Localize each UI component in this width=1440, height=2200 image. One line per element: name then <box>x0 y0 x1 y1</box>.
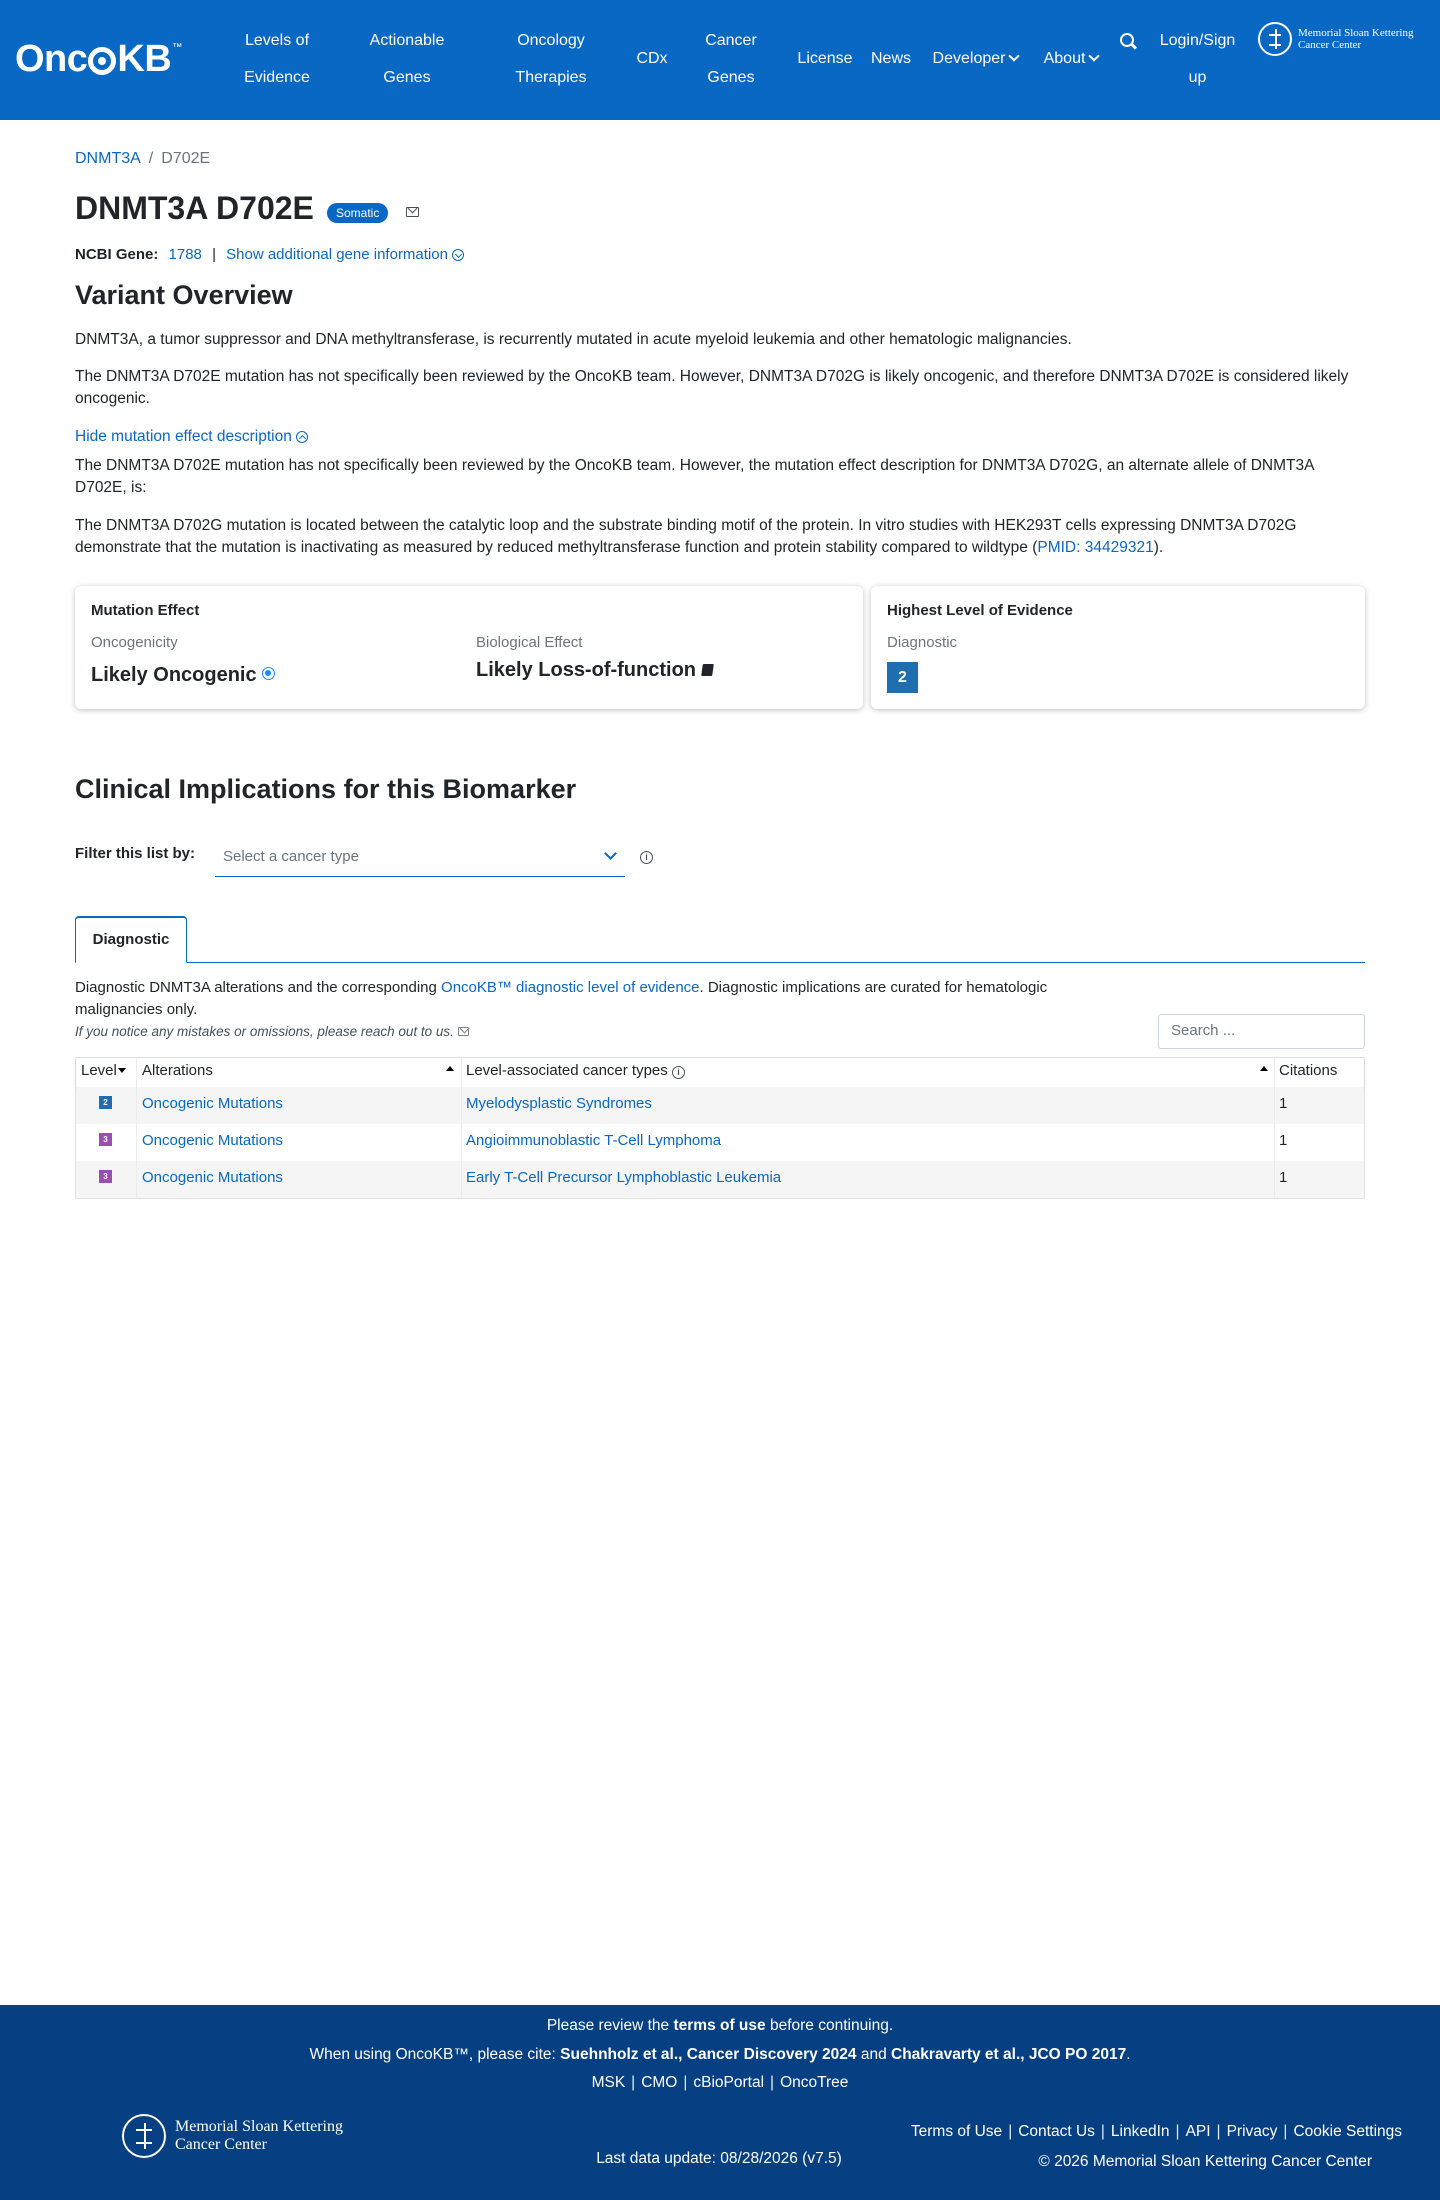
chevron-down-icon <box>1009 50 1020 61</box>
ncbi-gene-link[interactable]: 1788 <box>168 246 202 263</box>
citations-column-header[interactable]: Citations <box>1279 1062 1338 1079</box>
footer-link-cmo[interactable]: CMO <box>641 2074 678 2091</box>
level-2-icon: 2 <box>99 1096 112 1109</box>
citation-notice: When using OncoKB™, please cite: Suehnholz et al., Cancer Discovery 2024 and Chakravarty et al., JCO PO 2017. <box>309 2046 1131 2063</box>
sort-asc-icon[interactable] <box>446 1066 454 1071</box>
mail-icon <box>458 1027 469 1036</box>
footer-link-api[interactable]: API <box>1185 2123 1211 2140</box>
mutation-effect-description: The DNMT3A D702G mutation is located between the catalytic loop and the substrate binding motif of the protein. In vitro studies with HEK293T cells expressing DNMT3A D702G demonstrate that the mutation is inactivating as measured by reduced methyltransferase function and protein stability compared to wildtype (PMID: 34429321). <box>75 517 1297 556</box>
diagnostic-table <box>75 1057 1365 1199</box>
oncogenicity-value: Likely Oncogenic <box>91 664 275 687</box>
cancer-type-link[interactable]: Angioimmunoblastic T-Cell Lymphoma <box>466 1132 722 1149</box>
level-3-icon: 3 <box>99 1133 112 1146</box>
diagnostic-description: Diagnostic DNMT3A alterations and the corresponding OncoKB™ diagnostic level of evidence. Diagnostic implications are curated for hematologic malignancies only. <box>75 979 1048 1018</box>
copyright: © 2026 Memorial Sloan Kettering Cancer Center <box>1038 2153 1372 2170</box>
breadcrumb: DNMT3A / D702E <box>75 150 211 167</box>
footer-link-linkedin[interactable]: LinkedIn <box>1110 2123 1170 2140</box>
oncogenic-icon <box>262 667 275 680</box>
nav-levels-of-evidence[interactable]: Levels of Evidence <box>244 32 310 86</box>
footer <box>0 2005 1440 2200</box>
table-row[interactable] <box>76 1161 1364 1198</box>
cancer-types-column-header[interactable]: Level-associated cancer types i <box>466 1062 685 1079</box>
chevron-down-icon <box>1089 50 1100 61</box>
mutation-effect-intro: The DNMT3A D702E mutation has not specifically been reviewed by the OncoKB team. However, the mutation effect description for DNMT3A D702G, an alternate allele of DNMT3A D702E, is: <box>75 457 1314 496</box>
citation-link-2[interactable]: Chakravarty et al., JCO PO 2017 <box>891 2046 1127 2063</box>
cancer-type-select[interactable]: Select a cancer type <box>215 839 625 877</box>
nav-cdx[interactable]: CDx <box>636 50 668 67</box>
mutation-effect-card <box>75 586 863 709</box>
diagnostic-label: Diagnostic <box>887 634 958 651</box>
breadcrumb-current: D702E <box>161 150 211 167</box>
nav-actionable-genes[interactable]: Actionable Genes <box>369 32 445 86</box>
mutation-effect-heading: Mutation Effect <box>91 602 200 619</box>
biological-effect-label: Biological Effect <box>476 634 583 651</box>
filter-label: Filter this list by: <box>75 845 196 862</box>
search-icon[interactable] <box>1120 33 1134 47</box>
alteration-link[interactable]: Oncogenic Mutations <box>142 1095 283 1112</box>
breadcrumb-gene-link[interactable]: DNMT3A <box>75 150 141 167</box>
cancer-type-link[interactable]: Early T-Cell Precursor Lymphoblastic Leukemia <box>466 1169 782 1186</box>
overview-oncogenicity: The DNMT3A D702E mutation has not specifically been reviewed by the OncoKB team. However, DNMT3A D702G is likely oncogenic, and therefore DNMT3A D702E is considered likely oncogenic. <box>75 368 1349 407</box>
sort-asc-icon[interactable] <box>1260 1066 1268 1071</box>
nav-developer-dropdown[interactable]: Developer <box>928 40 1023 77</box>
nav-about-dropdown[interactable]: About <box>1036 40 1106 77</box>
level-3-icon: 3 <box>99 1170 112 1183</box>
oncokb-logo[interactable]: Onc KB ™ <box>15 38 182 80</box>
citations-count[interactable]: 1 <box>1279 1095 1288 1112</box>
table-row[interactable] <box>76 1124 1364 1161</box>
clinical-implications-heading: Clinical Implications for this Biomarker <box>75 774 577 804</box>
logo-target-icon <box>88 47 116 75</box>
alteration-link[interactable]: Oncogenic Mutations <box>142 1132 283 1149</box>
citation-link-1[interactable]: Suehnholz et al., Cancer Discovery 2024 <box>560 2046 857 2063</box>
mail-icon[interactable] <box>406 207 419 217</box>
tab-diagnostic[interactable]: Diagnostic <box>75 916 187 963</box>
nav-cancer-genes[interactable]: Cancer Genes <box>705 32 757 86</box>
variant-overview-heading: Variant Overview <box>75 280 293 310</box>
alteration-link[interactable]: Oncogenic Mutations <box>142 1169 283 1186</box>
somatic-badge: Somatic <box>327 203 388 223</box>
level-2-icon[interactable]: 2 <box>887 662 918 693</box>
footer-link-privacy[interactable]: Privacy <box>1226 2123 1278 2140</box>
footer-link-cookies[interactable]: Cookie Settings <box>1293 2123 1402 2140</box>
citations-count[interactable]: 1 <box>1279 1132 1288 1149</box>
tab-bar-line <box>75 962 1365 963</box>
chevron-down-icon <box>604 847 617 860</box>
footer-msk-logo[interactable]: Memorial Sloan Kettering Cancer Center <box>122 2114 343 2158</box>
msk-caduceus-icon <box>1258 22 1292 56</box>
terms-link[interactable]: terms of use <box>673 2017 766 2034</box>
msk-logo[interactable]: Memorial Sloan Kettering Cancer Center <box>1258 22 1413 56</box>
footer-link-cbioportal[interactable]: cBioPortal <box>693 2074 765 2091</box>
overview-summary: DNMT3A, a tumor suppressor and DNA methyltransferase, is recurrently mutated in acute myeloid leukemia and other hematologic malignancies. <box>75 331 1072 348</box>
ncbi-gene-row: NCBI Gene: 1788 | Show additional gene information <box>75 246 464 263</box>
show-gene-info-toggle[interactable]: Show additional gene information <box>226 246 464 263</box>
book-icon[interactable] <box>701 664 714 676</box>
diagnostic-level-link[interactable]: OncoKB™ diagnostic level of evidence <box>441 979 700 996</box>
feedback-notice[interactable]: If you notice any mistakes or omissions, please reach out to us. <box>75 1024 469 1039</box>
page-title: DNMT3A D702E <box>75 190 314 226</box>
alterations-column-header[interactable]: Alterations <box>142 1062 213 1079</box>
footer-link-msk[interactable]: MSK <box>591 2074 626 2091</box>
footer-links-row-2: Terms of Use | Contact Us | LinkedIn | API | Privacy | Cookie Settings <box>910 2123 1402 2140</box>
top-navbar <box>0 0 1440 120</box>
table-search-input[interactable]: Search ... <box>1158 1014 1365 1049</box>
footer-link-contact[interactable]: Contact Us <box>1018 2123 1095 2140</box>
highest-level-card <box>871 586 1365 709</box>
oncogenicity-label: Oncogenicity <box>91 634 178 651</box>
level-column-header[interactable]: Level <box>81 1062 126 1079</box>
citations-count[interactable]: 1 <box>1279 1169 1288 1186</box>
biological-effect-value: Likely Loss-of-function <box>476 659 713 682</box>
info-icon[interactable]: i <box>640 851 653 864</box>
chevron-circle-down-icon <box>452 249 464 261</box>
sort-desc-icon <box>118 1068 126 1073</box>
last-data-update: Last data update: 08/28/2026 (v7.5) <box>596 2150 842 2167</box>
nav-license[interactable]: License <box>797 50 853 67</box>
footer-links-row-1: MSK | CMO | cBioPortal | OncoTree <box>591 2074 849 2091</box>
table-row[interactable] <box>76 1087 1364 1124</box>
info-icon[interactable]: i <box>672 1066 685 1079</box>
footer-link-oncotree[interactable]: OncoTree <box>780 2074 849 2091</box>
pmid-link[interactable]: PMID: 34429321 <box>1037 539 1154 556</box>
nav-news[interactable]: News <box>870 50 911 67</box>
nav-oncology-therapies[interactable]: Oncology Therapies <box>515 32 587 86</box>
table-header <box>76 1058 1364 1087</box>
nav-login-signup[interactable]: Login/Sign up <box>1159 32 1236 86</box>
footer-link-terms[interactable]: Terms of Use <box>910 2123 1003 2140</box>
highest-level-heading: Highest Level of Evidence <box>887 602 1073 619</box>
chevron-circle-up-icon <box>296 431 308 443</box>
cancer-type-link[interactable]: Myelodysplastic Syndromes <box>466 1095 652 1112</box>
hide-description-toggle[interactable]: Hide mutation effect description <box>75 426 1365 448</box>
terms-notice: Please review the terms of use before continuing. <box>546 2017 894 2034</box>
